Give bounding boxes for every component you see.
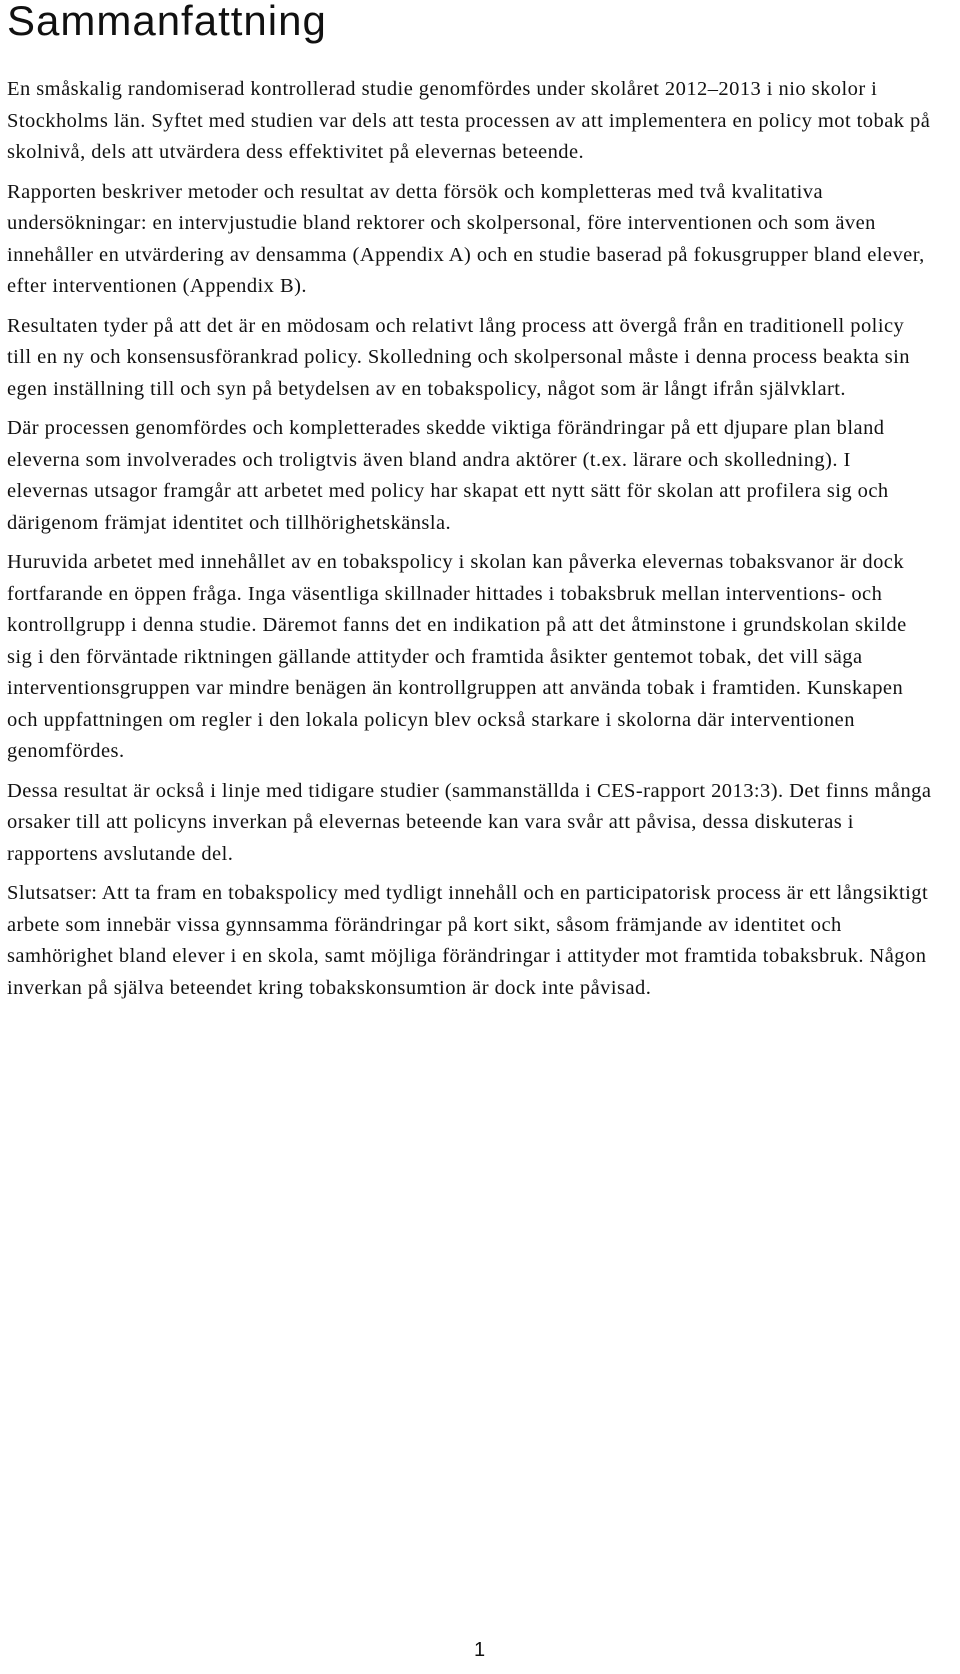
paragraph-2: Rapporten beskriver metoder och resultat av detta försök och kompletteras med två kvalitativa undersökningar: en intervjustudie bland rektorer och skolpersonal, före interventionen och som även innehåller en utvärdering av densamma (Appendix A) och en studie baserad på fokusgrupper bland elever, efter interventionen (Appendix B). xyxy=(7,180,925,297)
paragraph-4: Där processen genomfördes och kompletterades skedde viktiga förändringar på ett djupare plan bland eleverna som involverades och troligtvis även bland andra aktörer (t.ex. lärare och skolledning). I elevernas utsagor framgår att arbetet med policy har skapat ett nytt sätt för skolan att profilera sig och därigenom främjat identitet och tillhörighetskänsla. xyxy=(7,417,889,534)
paragraph-1: En småskalig randomiserad kontrollerad studie genomfördes under skolåret 2012–2013 i nio skolor i Stockholms län. Syftet med studien var dels att testa processen av att implementera en policy mot tobak på skolnivå, dels att utvärdera dess effektivitet på elevernas beteende. xyxy=(7,78,931,163)
paragraph-7: Slutsatser: Att ta fram en tobakspolicy med tydligt innehåll och en participatorisk process är ett långsiktigt arbete som innebär vissa gynnsamma förändringar på kort sikt, såsom främjande av identitet och samhörighet bland elever i en skola, samt möjliga förändringar i attityder mot framtida tobaksbruk. Någon inverkan på själva beteendet kring tobakskonsumtion är dock inte påvisad. xyxy=(7,882,929,999)
page-title: Sammanfattning xyxy=(7,0,327,44)
paragraph-6: Dessa resultat är också i linje med tidigare studier (sammanställda i CES-rapport 2013:3). Det finns många orsaker till att policyns inverkan på elevernas beteende kan vara svår att påvisa, dessa diskuteras i rapportens avslutande del. xyxy=(7,779,932,865)
paragraph-3: Resultaten tyder på att det är en mödosam och relativt lång process att övergå från en traditionell policy till en ny och konsensusförankrad policy. Skolledning och skolpersonal måste i denna process beakta sin egen inställning till och syn på betydelsen av en tobakspolicy, något som är långt ifrån självklart. xyxy=(7,314,910,400)
summary-body xyxy=(7,74,932,1012)
page-number: 1 xyxy=(474,1639,486,1661)
paragraph-5: Huruvida arbetet med innehållet av en tobakspolicy i skolan kan påverka elevernas tobaksvanor är dock fortfarande en öppen fråga. Inga väsentliga skillnader hittades i tobaksbruk mellan interventions- och kontrollgrupp i denna studie. Däremot fanns det en indikation på att det åtminstone i grundskolan skilde sig i den förväntade riktningen gällande attityder och framtida åsikter gentemot tobak, det vill säga interventionsgruppen var mindre benägen än kontrollgruppen att använda tobak i framtiden. Kunskapen och uppfattningen om regler i den lokala policyn blev också starkare i skolorna där interventionen genomfördes. xyxy=(7,551,907,762)
